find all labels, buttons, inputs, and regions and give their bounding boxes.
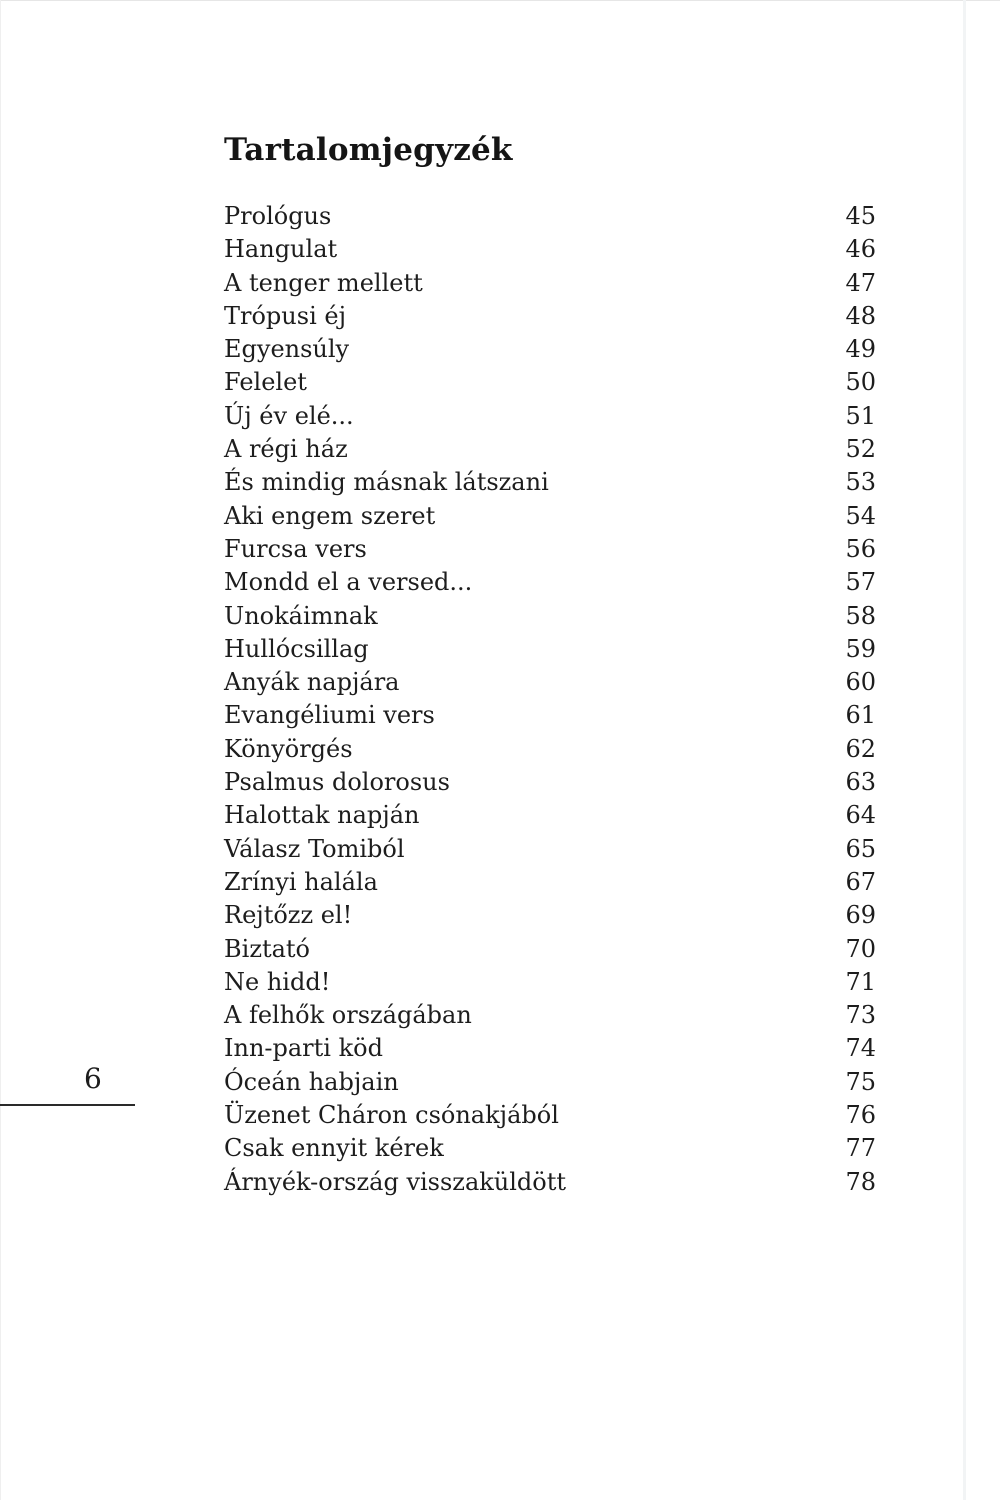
toc-entry [224, 1132, 876, 1165]
toc-entry-title: Új év elé... [224, 401, 354, 430]
toc-entry-title: Egyensúly [224, 335, 350, 364]
toc-entry [224, 833, 876, 866]
toc-entry [224, 733, 876, 766]
toc-entry-page: 53 [845, 468, 876, 497]
toc-entry [224, 899, 876, 932]
toc-entry-title: Ne hidd! [224, 967, 331, 996]
toc-entry-page: 74 [845, 1034, 876, 1063]
toc-entry-page: 57 [845, 568, 876, 597]
toc-entry-title: Trópusi éj [224, 301, 347, 330]
toc-entry-page: 48 [845, 301, 876, 330]
toc-entry-page: 67 [845, 867, 876, 896]
toc-entry-title: Csak ennyit kérek [224, 1134, 444, 1163]
toc-entry-title: Evangéliumi vers [224, 701, 435, 730]
toc-entry-title: Prológus [224, 202, 332, 230]
toc-entry-title: Óceán habjain [224, 1067, 399, 1096]
toc-entry [224, 1066, 876, 1099]
toc-entry-page: 75 [845, 1067, 876, 1096]
page-right-edge [963, 0, 966, 1500]
toc-entry-title: Üzenet Cháron csónakjából [224, 1101, 559, 1130]
toc-entry-title: A régi ház [224, 435, 348, 464]
toc-entry-page: 58 [845, 601, 876, 630]
toc-entry [224, 933, 876, 966]
toc-entry-title: Hullócsillag [224, 634, 369, 663]
toc-entry-page: 51 [845, 401, 876, 430]
toc-entry-page: 70 [845, 934, 876, 963]
toc-entry-page: 62 [845, 734, 876, 763]
toc-entry [224, 466, 876, 499]
toc-entry [224, 433, 876, 466]
toc-entry-title: Válasz Tomiból [224, 834, 405, 863]
toc-entry [224, 400, 876, 433]
table-of-contents [224, 200, 876, 1199]
toc-entry [224, 566, 876, 599]
toc-entry [224, 333, 876, 366]
toc-entry-page: 61 [845, 701, 876, 730]
page-number: 6 [84, 1062, 102, 1095]
toc-entry-page: 69 [845, 901, 876, 930]
toc-entry-page: 63 [845, 768, 876, 797]
toc-entry [224, 366, 876, 399]
toc-entry-page: 73 [845, 1001, 876, 1030]
toc-entry [224, 966, 876, 999]
toc-entry-title: Psalmus dolorosus [224, 768, 450, 797]
toc-entry-title: A tenger mellett [224, 268, 423, 297]
toc-entry [224, 1099, 876, 1132]
toc-entry [224, 1166, 876, 1199]
toc-entry-page: 47 [845, 268, 876, 297]
toc-entry [224, 600, 876, 633]
toc-entry-title: Furcsa vers [224, 534, 367, 563]
toc-entry [224, 666, 876, 699]
toc-entry [224, 533, 876, 566]
toc-entry-title: Zrínyi halála [224, 867, 378, 896]
toc-entry-title: Mondd el a versed... [224, 568, 473, 597]
toc-entry [224, 233, 876, 266]
toc-entry-title: Anyák napjára [224, 668, 400, 697]
toc-entry [224, 999, 876, 1032]
toc-entry-title: Aki engem szeret [224, 501, 436, 530]
toc-entry [224, 1032, 876, 1065]
toc-entry [224, 633, 876, 666]
toc-entry-title: Árnyék-ország visszaküldött [224, 1167, 567, 1196]
toc-entry-page: 52 [845, 435, 876, 464]
toc-entry-page: 49 [845, 335, 876, 364]
toc-entry-page: 77 [845, 1134, 876, 1163]
toc-entry [224, 300, 876, 333]
folio-rule [0, 1104, 135, 1106]
toc-entry-page: 71 [845, 967, 876, 996]
toc-entry-title: Biztató [224, 934, 311, 963]
toc-entry-page: 59 [845, 634, 876, 663]
toc-entry-page: 60 [845, 668, 876, 697]
page-left-edge [0, 0, 1, 1500]
toc-entry-page: 64 [845, 801, 876, 830]
toc-entry [224, 267, 876, 300]
toc-entry-page: 45 [845, 202, 876, 230]
toc-entry-page: 54 [845, 501, 876, 530]
toc-entry-page: 65 [845, 834, 876, 863]
toc-entry-title: Halottak napján [224, 801, 420, 830]
toc-entry-title: Könyörgés [224, 734, 353, 763]
toc-entry-page: 46 [845, 235, 876, 264]
toc-entry [224, 866, 876, 899]
toc-entry-title: Hangulat [224, 235, 338, 264]
toc-entry-title: Rejtőzz el! [224, 901, 353, 930]
toc-entry [224, 766, 876, 799]
toc-entry [224, 500, 876, 533]
toc-entry-page: 56 [845, 534, 876, 563]
toc-entry-title: Unokáimnak [224, 601, 378, 630]
toc-entry-page: 50 [845, 368, 876, 397]
toc-entry-page: 76 [845, 1101, 876, 1130]
toc-entry [224, 699, 876, 732]
toc-entry-title: A felhők országában [224, 1001, 472, 1030]
toc-entry-title: És mindig másnak látszani [224, 468, 549, 497]
page-top-edge [0, 0, 1000, 1]
toc-entry-title: Felelet [224, 368, 307, 397]
page-title: Tartalomjegyzék [224, 132, 513, 168]
toc-entry [224, 200, 876, 233]
toc-entry [224, 799, 876, 832]
toc-entry-page: 78 [845, 1167, 876, 1196]
toc-entry-title: Inn-parti köd [224, 1034, 383, 1063]
